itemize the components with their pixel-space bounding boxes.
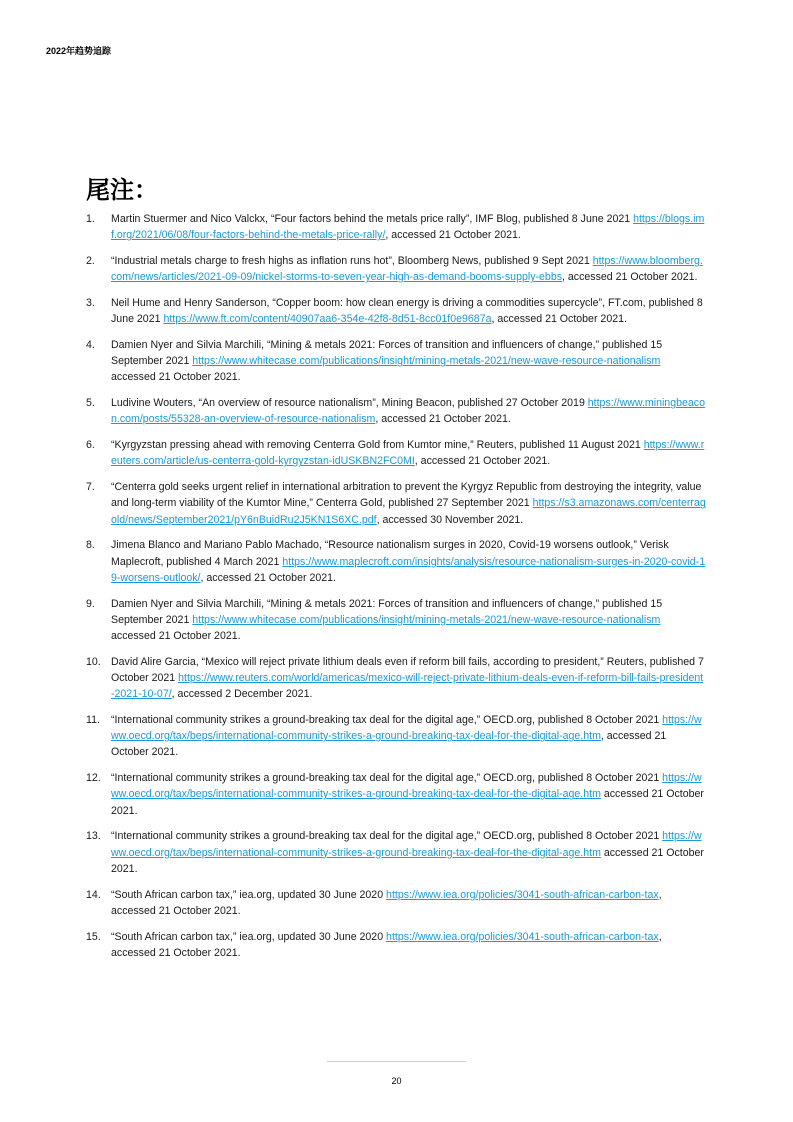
endnote-item: [86, 337, 706, 386]
endnote-link[interactable]: https://s3.amazonaws.com/centerragold/news/September2021/pY6nBuidRu2J5KN1S6XC.pdf: [111, 497, 706, 526]
endnote-link[interactable]: https://www.maplecroft.com/insights/analysis/resource-nationalism-surges-in-2020-covid-19-worsens-outlook/: [111, 555, 706, 584]
endnote-accessed: , accessed 21 October 2021.: [200, 571, 336, 584]
endnote-number: 4.: [86, 339, 95, 351]
endnote-text: “South African carbon tax,” iea.org, updated 30 June 2020: [111, 930, 387, 943]
endnotes-list: [86, 211, 706, 971]
endnote-text: “Centerra gold seeks urgent relief in international arbitration to prevent the Kyrgyz Republic from destroying the integrity, value and long-term viability of the Kumtor Mine,” Centerra Gold, published 27 September 2021: [111, 481, 702, 510]
endnote-number: 9.: [86, 597, 95, 610]
endnote-link[interactable]: https://www.reuters.com/article/us-centerra-gold-kyrgyzstan-idUSKBN2FC0MI: [111, 439, 705, 468]
endnote-link[interactable]: https://blogs.imf.org/2021/06/08/four-factors-behind-the-metals-price-rally/: [111, 213, 705, 242]
endnote-accessed: , accessed 21 October 2021.: [414, 455, 551, 468]
endnote-accessed: accessed 21 October 2021.: [111, 371, 241, 384]
endnote-accessed: , accessed 21 October 2021.: [111, 730, 667, 759]
endnote-number: 5.: [86, 397, 95, 410]
endnote-text: “Kyrgyzstan pressing ahead with removing Centerra Gold from Kumtor mine,” Reuters, published 11 August 2021: [111, 439, 644, 452]
endnote-number: 2.: [86, 255, 95, 267]
endnote-item: [86, 596, 706, 645]
endnote-number: 13.: [86, 830, 101, 843]
endnote-link[interactable]: https://www.whitecase.com/publications/insight/mining-metals-2021/new-wave-resource-nationalism: [192, 613, 661, 626]
endnote-item: [86, 295, 706, 327]
endnote-item: [86, 537, 706, 586]
endnote-text: Ludivine Wouters, “An overview of resource nationalism”, Mining Beacon, published 27 October 2019: [111, 397, 588, 410]
endnote-item: [86, 828, 706, 877]
endnote-text: Neil Hume and Henry Sanderson, “Copper boom: how clean energy is driving a commodities supercycle”, FT.com, published 8 June 2021: [111, 297, 703, 326]
endnote-number: 3.: [86, 297, 95, 309]
endnote-item: [86, 654, 706, 703]
endnote-number: 14.: [86, 888, 101, 901]
endnote-link[interactable]: https://www.oecd.org/tax/beps/international-community-strikes-a-ground-breaking-tax-deal-for-the-digital-age.htm: [111, 714, 702, 743]
endnote-number: 15.: [86, 930, 101, 943]
endnote-accessed: , accessed 21 October 2021.: [562, 271, 698, 284]
endnote-accessed: , accessed 21 October 2021.: [491, 313, 627, 326]
endnote-link[interactable]: https://www.bloomberg.com/news/articles/2021-09-09/nickel-storms-to-seven-year-high-as-demand-booms-supply-ebbs: [111, 255, 703, 284]
endnote-accessed: , accessed 30 November 2021.: [376, 513, 524, 526]
endnote-item: [86, 770, 706, 819]
endnote-number: 11.: [86, 714, 100, 727]
endnote-item: [86, 887, 706, 919]
endnote-text: David Alire Garcia, “Mexico will reject private lithium deals even if reform bill fails, according to president,” Reuters, published 7 October 2021: [111, 655, 704, 685]
endnote-number: 12.: [86, 772, 101, 785]
page-title: 尾注：: [86, 177, 158, 204]
endnote-accessed: , accessed 21 October 2021.: [111, 888, 662, 917]
running-header: 2022年趋势追踪: [46, 46, 112, 56]
endnote-link[interactable]: https://www.oecd.org/tax/beps/international-community-strikes-a-ground-breaking-tax-deal-for-the-digital-age.htm: [111, 830, 702, 859]
endnote-text: Jimena Blanco and Mariano Pablo Machado, “Resource nationalism surges in 2020, Covid-19 worsens outlook,” Verisk Maplecroft, published 4 March 2021: [111, 539, 669, 568]
endnote-text: “International community strikes a ground-breaking tax deal for the digital age,” OECD.org, published 8 October 2021: [111, 714, 663, 727]
endnote-item: [86, 929, 706, 961]
endnote-accessed: , accessed 21 October 2021.: [385, 229, 521, 242]
endnote-link[interactable]: https://www.whitecase.com/publications/insight/mining-metals-2021/new-wave-resource-nationalism: [192, 355, 661, 368]
endnote-accessed: , accessed 21 October 2021.: [111, 930, 662, 959]
endnote-text: “International community strikes a ground-breaking tax deal for the digital age,” OECD.org, published 8 October 2021: [111, 830, 663, 843]
endnote-text: “International community strikes a ground-breaking tax deal for the digital age,” OECD.org, published 8 October 2021: [111, 772, 663, 785]
endnote-number: 6.: [86, 439, 95, 452]
endnote-link[interactable]: https://www.iea.org/policies/3041-south-african-carbon-tax: [386, 930, 659, 943]
endnote-accessed: accessed 21 October 2021.: [111, 788, 704, 817]
endnote-item: [86, 211, 706, 243]
endnote-link[interactable]: https://www.miningbeacon.com/posts/55328-an-overview-of-resource-nationalism: [111, 397, 705, 426]
endnote-link[interactable]: https://www.oecd.org/tax/beps/international-community-strikes-a-ground-breaking-tax-deal-for-the-digital-age.htm: [111, 772, 702, 801]
endnote-item: [86, 253, 706, 285]
endnote-link[interactable]: https://www.iea.org/policies/3041-south-african-carbon-tax: [386, 888, 659, 901]
endnote-accessed: accessed 21 October 2021.: [111, 846, 704, 875]
endnote-accessed: , accessed 2 December 2021.: [171, 688, 313, 701]
endnote-item: [86, 395, 706, 427]
endnote-text: “South African carbon tax,” iea.org, updated 30 June 2020: [111, 888, 387, 901]
endnote-item: [86, 712, 706, 761]
endnote-number: 8.: [86, 539, 95, 552]
endnote-text: “Industrial metals charge to fresh highs as inflation runs hot”, Bloomberg News, published 9 Sept 2021: [111, 255, 593, 267]
endnote-text: Damien Nyer and Silvia Marchili, “Mining & metals 2021: Forces of transition and influencers of change,” published 15 September 2021: [111, 597, 663, 626]
endnote-accessed: , accessed 21 October 2021.: [375, 413, 511, 426]
endnote-text: Damien Nyer and Silvia Marchili, “Mining & metals 2021: Forces of transition and influencers of change,” published 15 September 2021: [111, 339, 663, 368]
endnote-text: Martin Stuermer and Nico Valckx, “Four factors behind the metals price rally”, IMF Blog, published 8 June 2021: [111, 213, 634, 225]
endnote-item: [86, 437, 706, 469]
endnote-link[interactable]: https://www.reuters.com/world/americas/mexico-will-reject-private-lithium-deals-even-if-reform-bill-fails-president-2021-10-07/: [111, 672, 704, 701]
endnote-number: 10.: [86, 655, 101, 668]
endnote-number: 1.: [86, 213, 95, 225]
endnote-accessed: accessed 21 October 2021.: [111, 630, 241, 643]
page-number: 20: [391, 1076, 402, 1086]
endnote-item: [86, 479, 706, 528]
footer-divider: [327, 1061, 466, 1062]
endnote-link[interactable]: https://www.ft.com/content/40907aa6-354e-42f8-8d51-8cc01f0e9687a: [163, 313, 492, 326]
endnote-number: 7.: [86, 481, 95, 494]
